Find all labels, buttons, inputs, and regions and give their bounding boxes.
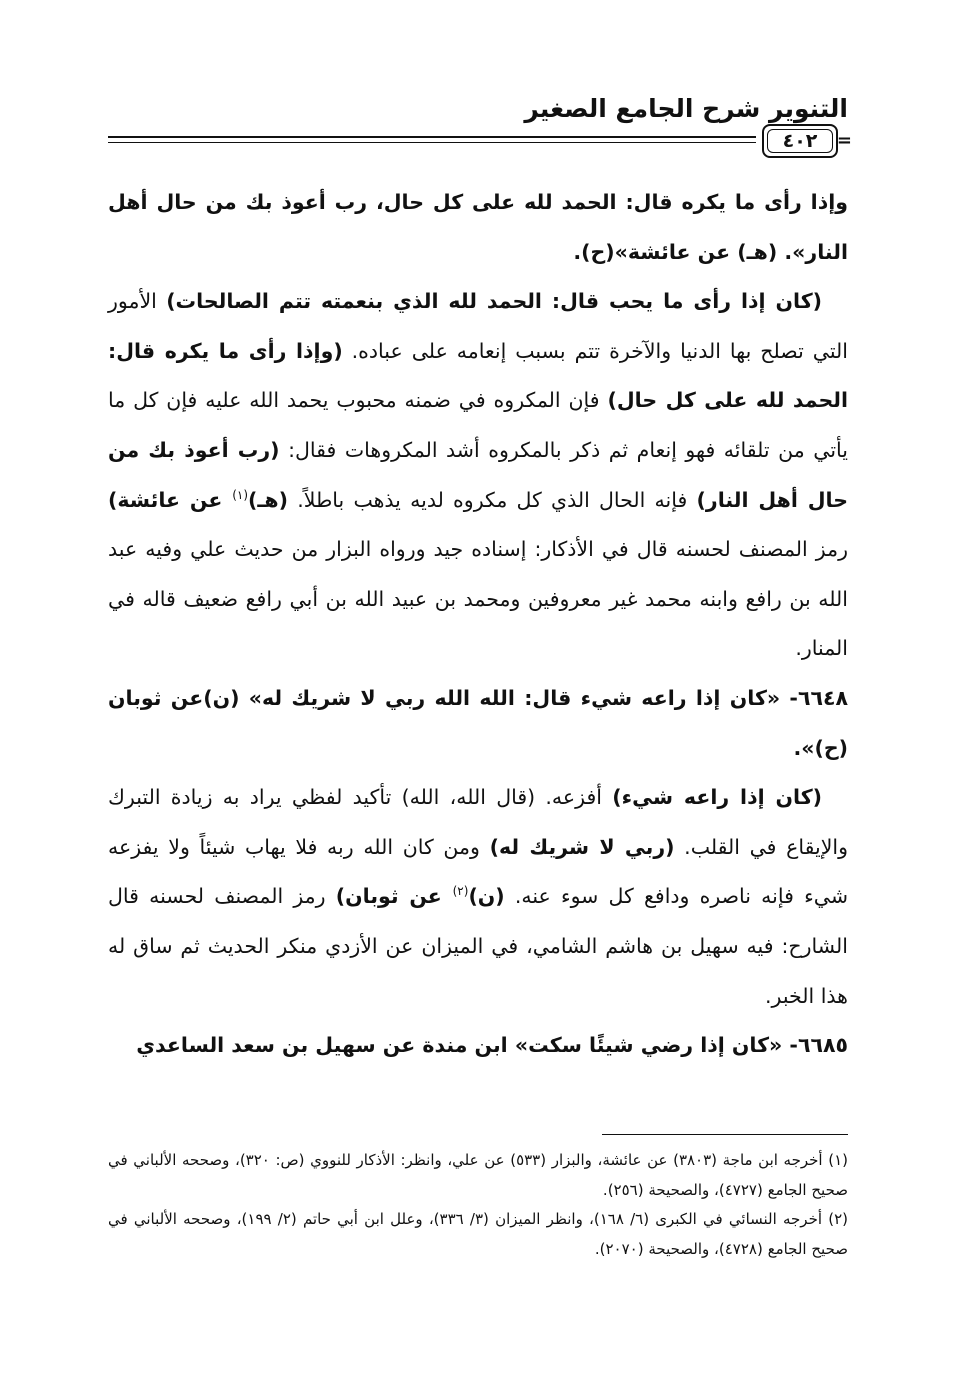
commentary-text: الأمور التي تصلح بها الدنيا والآخرة تتم بسبب إنعامه على عباده. [108,289,848,363]
paragraph [108,674,848,773]
commentary-text: رمز المصنف لحسنه قال الشارح: فيه سهيل بن هاشم الشامي، في الميزان عن الأزدي منكر الحديث ثم ساق له هذا الخبر. [108,884,848,1008]
commentary-text: فإن المكروه في ضمنه محبوب يحمد الله عليه فإن كل ما يأتي من تلقائه فهو إنعام ثم ذكر بالمكروه أشد المكروهات فقال: [108,388,848,462]
running-title: التنوير شرح الجامع الصغير [524,94,848,123]
source-code: (هـ) [248,487,289,512]
page-header [108,92,852,172]
footnote-separator [602,1134,848,1135]
page-number [762,124,838,158]
commentary-text: رمز المصنف لحسنه قال في الأذكار: إسناده جيد ورواه البزار من حديث علي وفيه عبد الله بن رافع وابنه محمد غير معروفين ومحمد بن عبيد الله بن أبي رافع ضعيف قاله في المنار. [108,537,848,661]
hadith-text: وإذا رأى ما يكره قال: الحمد لله على كل حال، رب أعوذ بك من حال أهل النار». (هـ) عن عائشة»(ح). [108,190,848,264]
main-text [108,178,848,1071]
hadith-quote: (كان إذا راعه شيء) [612,785,823,810]
paragraph [108,277,848,674]
footnote: (١) أخرجه ابن ماجة (٣٨٠٣) عن عائشة، والبزار (٥٣٣) عن علي، وانظر: الأذكار للنووي (ص: ٣٢٠)، وصححه الألباني في صحيح الجامع (٤٧٢٧)، والصحيحة (٢٥٦). [108,1151,848,1199]
narrator: عن ثوبان) [335,884,453,909]
page-number-text: ٤٠٢ [782,130,818,152]
paragraph [108,773,848,1021]
footnote-ref[interactable]: (٢) [452,884,469,899]
footnotes [108,1146,848,1264]
source-code: (ن) [468,884,505,909]
footnote: (٢) أخرجه النسائي في الكبرى (٦/ ١٦٨)، وانظر الميزان (٣/ ٣٣٦)، وعلل ابن أبي حاتم (٢/ ١٩٩)، وصححه الألباني في صحيح الجامع (٤٧٢٨)، والصحيحة (٢٠٧٠). [108,1210,848,1258]
commentary-text: فإنه الحال الذي كل مكروه لديه يذهب باطلاً. [288,487,697,512]
narrator: عن عائشة) [108,487,233,512]
hadith-quote: (كان إذا رأى ما يحب قال: الحمد لله الذي بنعمته تتم الصالحات) [166,289,822,314]
hadith-quote: (وإذا رأى ما يكره قال: الحمد لله على كل حال) [108,338,848,413]
hadith-quote: (ربي لا شريك له) [489,834,675,859]
commentary-text: أفزعه. (قال الله، الله) تأكيد لفظي يراد به زيادة التبرك والإيقاع في القلب. [108,785,848,859]
header-rule [108,136,756,138]
hadith-quote: (رب أعوذ بك من حال أهل النار) [108,437,848,512]
hadith-text: ٦٦٤٨- «كان إذا راعه شيء قال: الله الله ربي لا شريك له» (ن)عن ثوبان (ح)». [108,685,848,760]
hadith-text: ٦٦٨٥- «كان إذا رضي شيئًا سكت» ابن مندة عن سهيل بن سعد الساعدي [136,1033,848,1058]
header-rule-thin [108,142,756,143]
commentary-text: ومن كان الله ربه فلا يهاب شيئاً ولا يفزعه شيء فإنه ناصره ودافع كل سوء عنه. [108,834,848,909]
header-ornament: = [836,130,852,151]
paragraph [108,178,848,277]
paragraph [108,1021,848,1071]
footnote-ref[interactable]: (١) [232,487,249,502]
